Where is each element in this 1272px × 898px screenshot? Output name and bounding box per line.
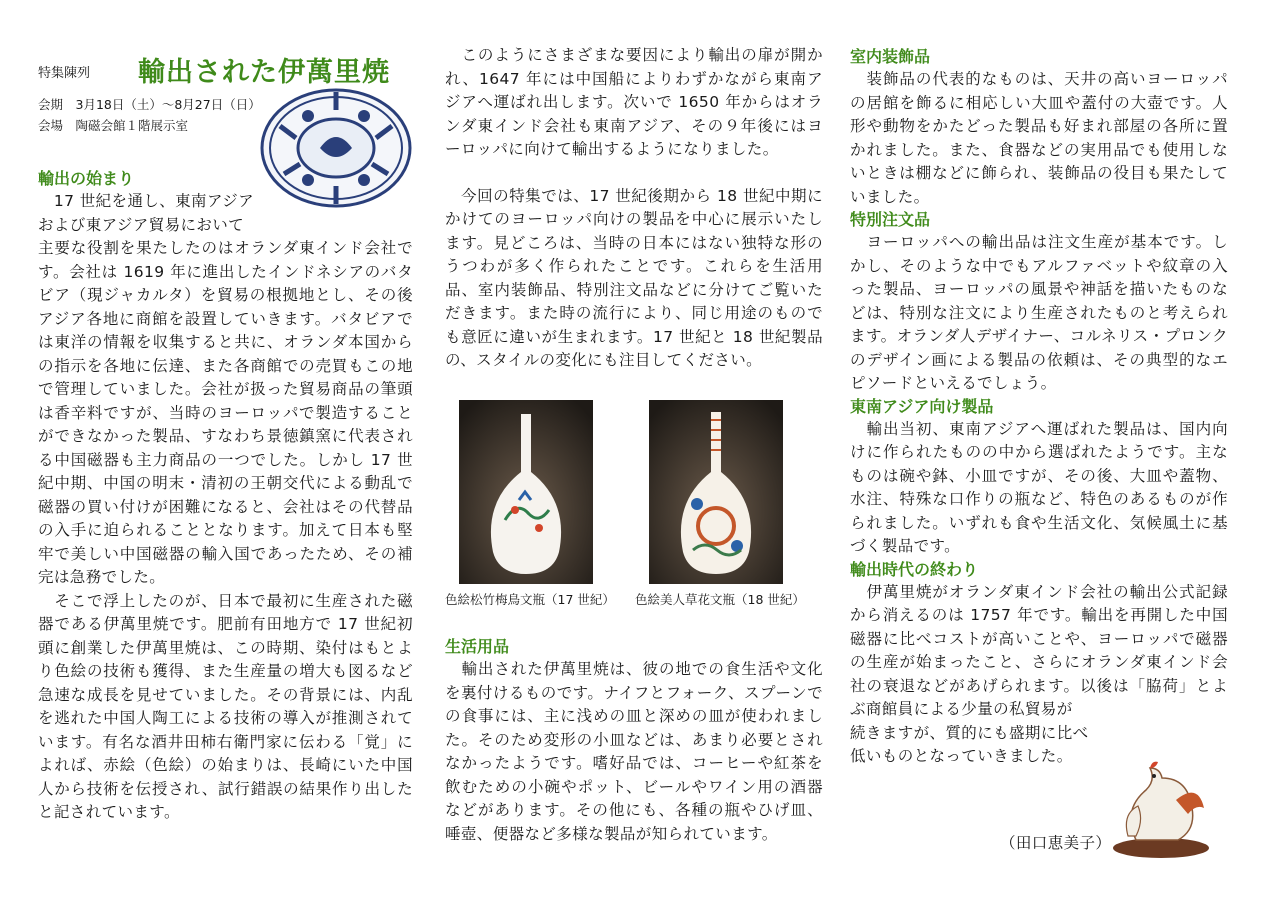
paragraph: 続きますが、質的にも盛期に比べ: [850, 723, 1089, 742]
venue: 会場 陶磁会館１階展示室: [38, 118, 189, 133]
paragraph: 今回の特集では、17 世紀後期から 18 世紀中期にかけてのヨーロッパ向けの製品を中心に展示いたします。見どころは、当時の日本にはない独特な形のうつわが多く作られたことです。これらを生活用品、室内装飾品、特別注文品などに分けてご覧いただきます。また時の流行により、同じ用途のものでも意匠に違いが生まれます。17 世紀と 18 世紀製品の、スタイルの変化にも注目してください。: [445, 186, 823, 369]
kicker: 特集陳列: [38, 66, 91, 81]
section-heading: 室内装飾品: [850, 47, 931, 66]
page-title: 輸出された伊萬里焼: [138, 57, 390, 88]
section-heading: 生活用品: [445, 637, 510, 656]
paragraph: 主要な役割を果たしたのはオランダ東インド会社です。会社は 1619 年に進出したインドネシアのバタビア（現ジャカルタ）を貿易の根拠地とし、その後アジア各地に商館を設置していきます。バタビアでは東洋の情報を収集すると共に、オランダ本国からの指示を各地に伝達、また各商館での売買もこの地で管理していました。会社が扱った貿易商品の筆頭は香辛料ですが、当時のヨーロッパで製造することができなかった製品、すなわち景徳鎮窯に代表される中国磁器も主力商品の一つでした。しかし 17 世紀中期、中国の明末・清初の王朝交代による動乱で磁器の買い付けが困難になると、会社はその代替品の入手に迫られることとなります。加えて日本も堅牢で美しい中国磁器の輸入国であったため、その補完は急務でした。: [38, 239, 413, 586]
paragraph: 17 世紀を通し、東南アジア: [38, 192, 255, 210]
paragraph: 輸出された伊萬里焼は、彼の地での食生活や文化を裏付けるものです。ナイフとフォーク、スプーンでの食事には、主に浅めの皿と深めの皿が使われました。そのため変形の小皿などは、あまり必要とされなかったようです。嗜好品では、コーヒーや紅茶を飲むための小碗やポット、ビールやワイン用の酒器などがあります。その他にも、各種の瓶やひげ皿、唾壺、便器など多様な製品が知られています。: [445, 660, 823, 843]
vase-photo-17th: [459, 400, 593, 584]
section-heading: 輸出時代の終わり: [850, 559, 979, 579]
caption-vase-17th: 色絵松竹梅鳥文瓶（17 世紀）: [445, 592, 615, 607]
section-heading: 東南アジア向け製品: [850, 396, 994, 416]
author: （田口恵美子）: [1000, 834, 1112, 852]
paragraph: および東アジア貿易において: [38, 215, 245, 234]
paragraph: このようにさまざまな要因により輸出の扉が開かれ、1647 年には中国船によりわずかながら東南アジアへ運ばれ出します。次いで 1650 年からはオランダ東インド会社も東南アジア、その９年後にはヨーロッパに向けて輸出するようになりました。: [445, 46, 823, 158]
period: 会期 3月18日（土）～8月27日（日）: [38, 97, 261, 112]
section-heading: 輸出の始まり: [38, 169, 135, 188]
paragraph: そこで浮上したのが、日本で最初に生産された磁器である伊萬里焼です。肥前有田地方で 17 世紀初頭に創業した伊萬里焼は、この時期、染付はもとより色絵の技術も獲得、また生産量の増大も図るなど急速な成長を見せていました。その背景には、内乱を逃れた中国人陶工による技術の導入が推測されています。有名な酒井田柿右衛門家に伝わる「覚」によれば、赤絵（色絵）の始まりは、長崎にいた中国人から技術を伝授され、試行錯誤の結果作り出したと記されています。: [38, 591, 413, 821]
paragraph: 輸出当初、東南アジアへ運ばれた製品は、国内向けに作られたものの中から選ばれたようです。主なものは碗や鉢、小皿ですが、その後、大皿や蓋物、水注、特殊な口作りの瓶など、特色のあるものが作られました。いずれも食や生活文化、気候風土に基づく製品です。: [850, 419, 1228, 555]
paragraph: 装飾品の代表的なものは、天井の高いヨーロッパの居館を飾るに相応しい大皿や蓋付の大壺です。人形や動物をかたどった製品も好まれ部屋の各所に置かれました。また、食器などの実用品でも使用しないときは棚などに飾られ、装飾品の役目も果たしていました。: [850, 70, 1228, 206]
paragraph: ヨーロッパへの輸出品は注文生産が基本です。しかし、そのような中でもアルファベットや紋章の入った製品、ヨーロッパの風景や神話を描いたものなどは、特別な注文により生産されたものと考えられます。オランダ人デザイナー、コルネリス・プロンクのデザイン画による製品の依頼は、その典型的なエピソードといえるでしょう。: [850, 233, 1228, 392]
paragraph: 低いものとなっていきました。: [850, 747, 1073, 765]
vase-photo-18th: [649, 400, 783, 584]
section-heading: 特別注文品: [850, 210, 931, 229]
rooster-figurine-photo: [1106, 740, 1216, 860]
paragraph: 伊萬里焼がオランダ東インド会社の輸出公式記録から消えるのは 1757 年です。輸出を再開した中国磁器に比べコストが高いことや、ヨーロッパで磁器の生産が始まったこと、さらにオランダ東インド会社の衰退などがあげられます。以後は「脇荷」とよぶ商館員による少量の私貿易が: [850, 582, 1228, 718]
caption-vase-18th: 色絵美人草花文瓶（18 世紀）: [635, 592, 805, 607]
